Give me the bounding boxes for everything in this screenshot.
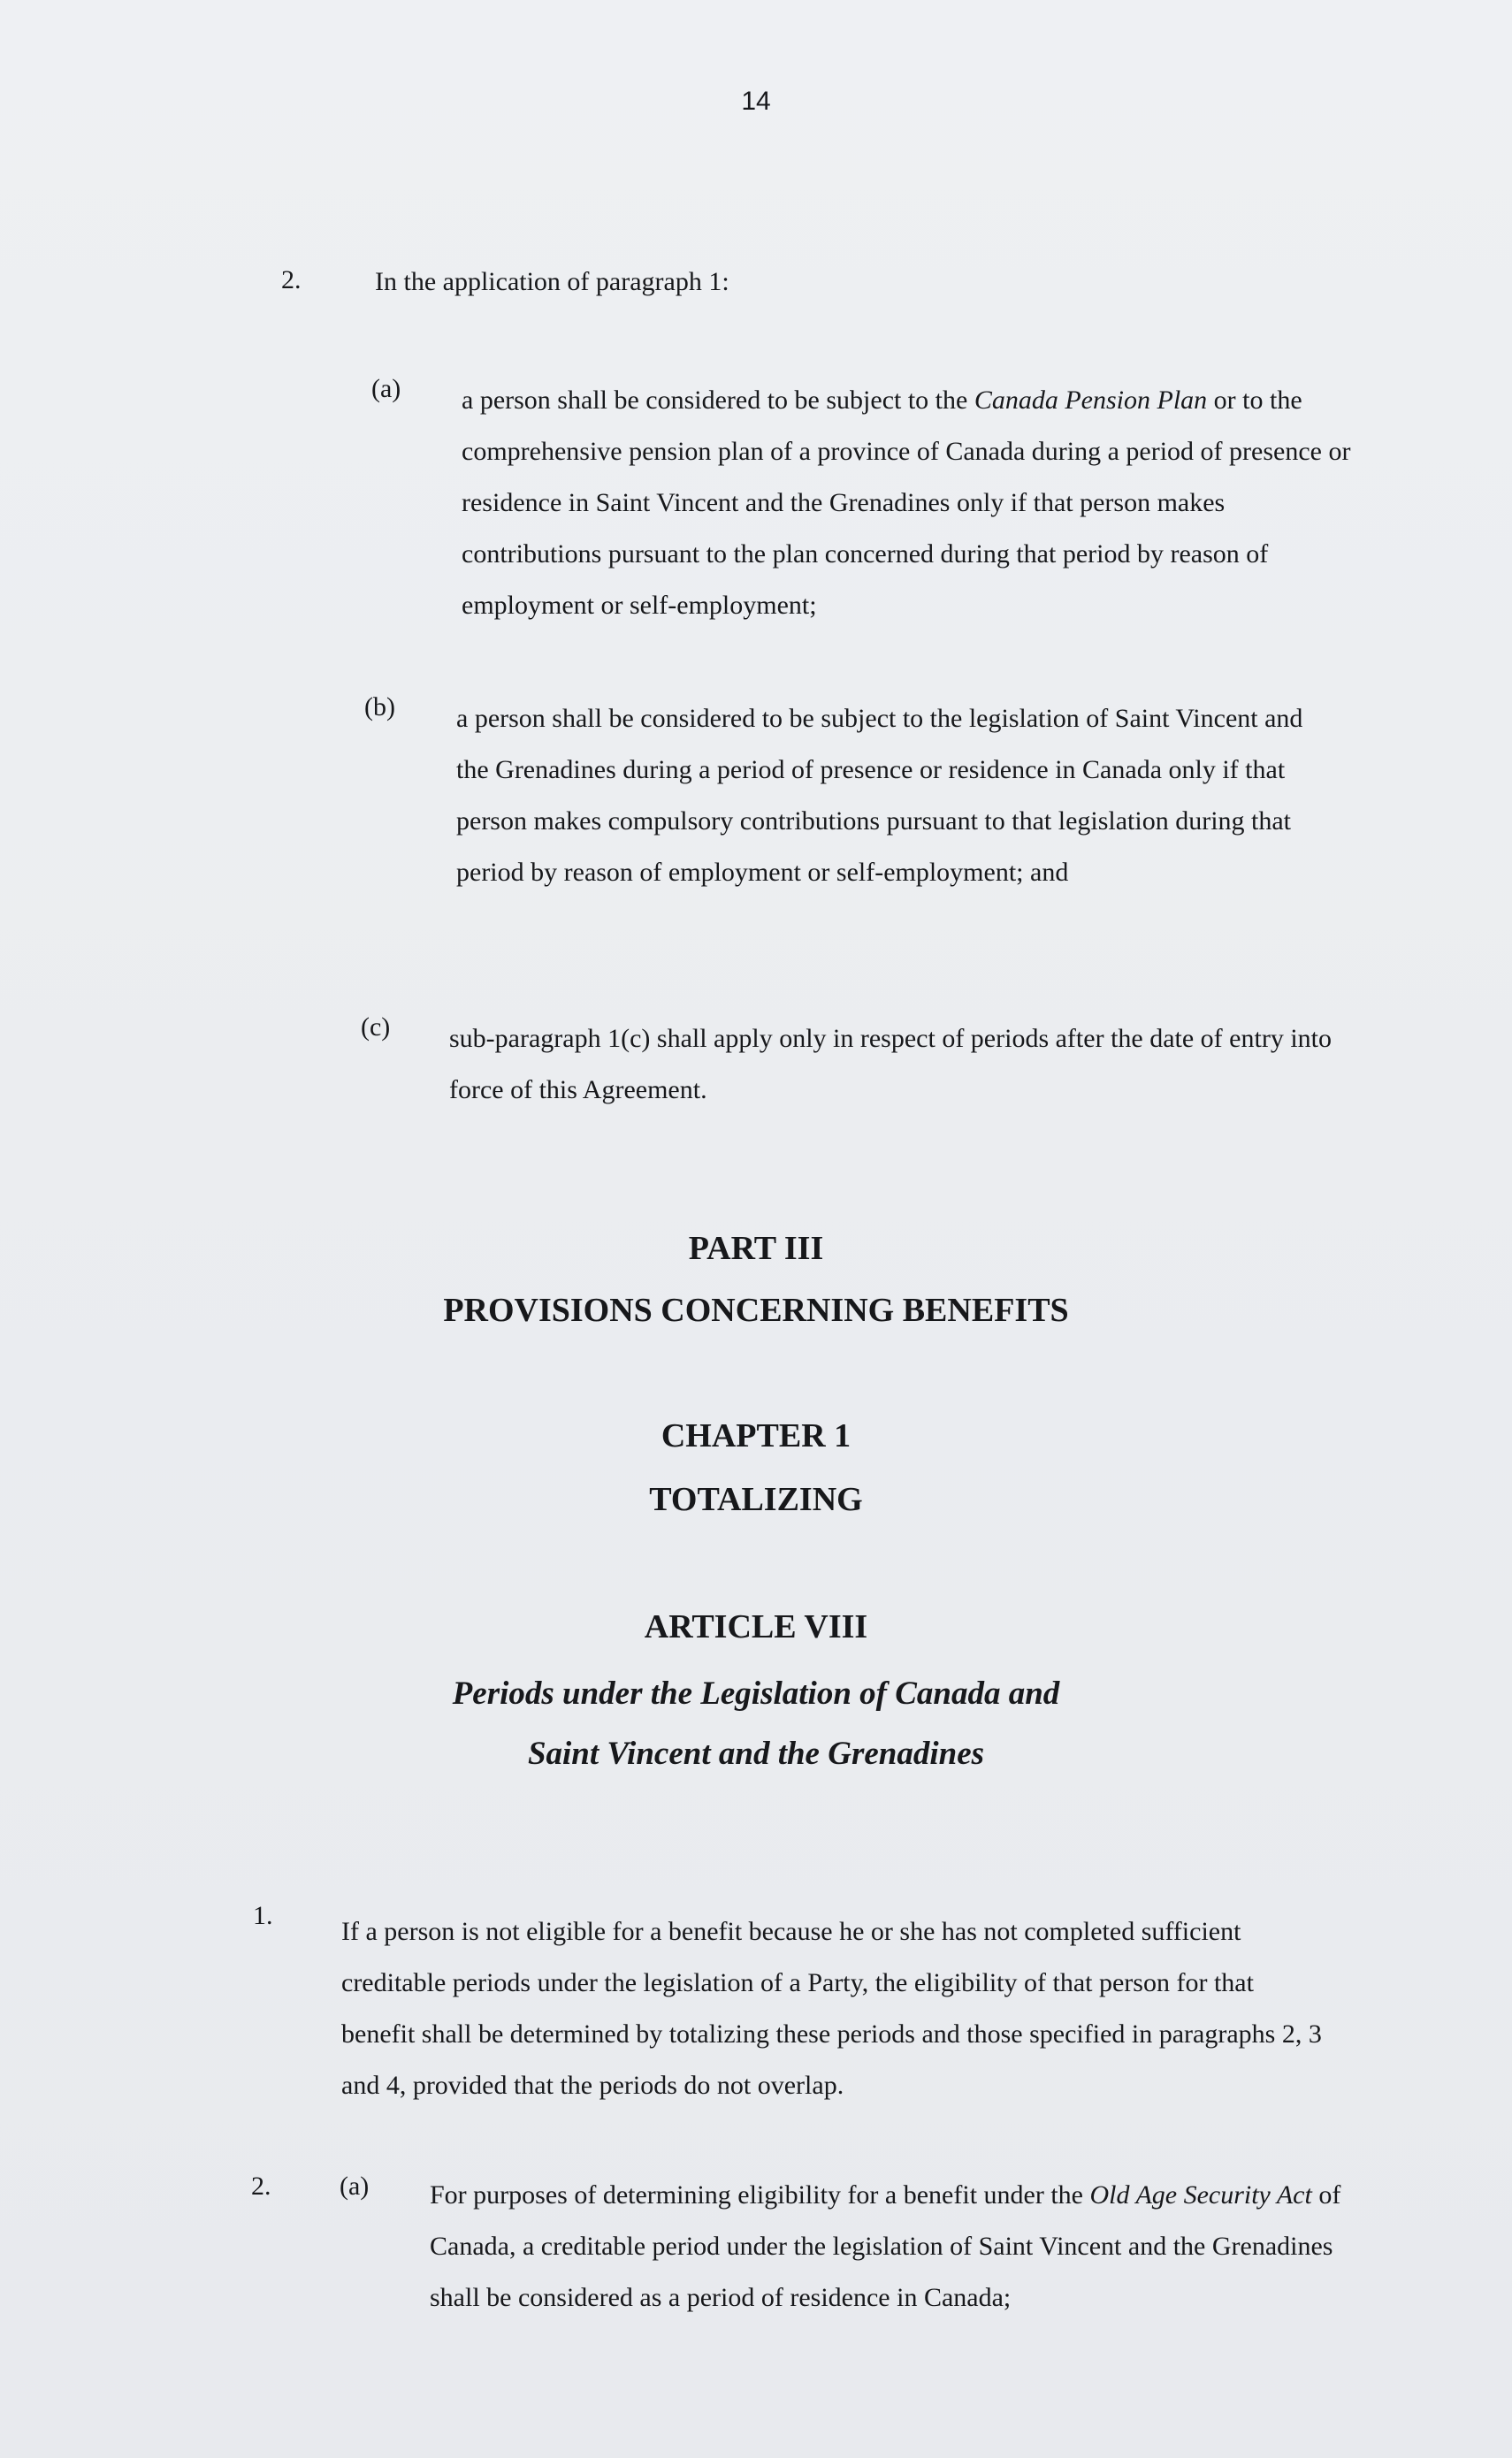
article-title-line2: Saint Vincent and the Grenadines	[527, 1736, 985, 1772]
chapter-title: TOTALIZING	[649, 1481, 863, 1518]
chapter-label: CHAPTER 1	[661, 1417, 851, 1454]
item-a-text: a person shall be considered to be subject to the Canada Pension Plan or to the comprehensive pension plan of a province of Canada during a period of presence or residence in Saint Vincent and the Grenadines only if that person makes contributions pursuant to the plan concerned during that period by reason of employment or self-employment;	[462, 385, 1351, 620]
article-para2-label: (a)	[340, 2172, 370, 2201]
article-para1-text: If a person is not eligible for a benefit because he or she has not completed sufficient creditable periods under the legislation of a Party, the eligibility of that person for that benefit shall be determined by totalizing these periods and those specified in paragraphs 2, 3 and 4, provided that the periods do not overlap.	[341, 1917, 1322, 2100]
article-para1-number: 1.	[253, 1901, 273, 1930]
article-para2-number: 2.	[251, 2172, 271, 2201]
para2-intro: In the application of paragraph 1:	[375, 267, 729, 296]
page-number: 14	[741, 87, 771, 116]
article-para2-italic: Old Age Security Act	[1089, 2180, 1312, 2210]
item-a-italic: Canada Pension Plan	[974, 385, 1208, 415]
article-para2-text: For purposes of determining eligibility for a benefit under the Old Age Security Act of Canada, a creditable period under the legislation of Saint Vincent and the Grenadines shall be considered as a period of residence in Canada;	[430, 2180, 1341, 2312]
article-label: ARTICLE VIII	[644, 1608, 868, 1645]
item-c-label: (c)	[361, 1012, 391, 1042]
item-c-text: sub-paragraph 1(c) shall apply only in respect of periods after the date of entry into force of this Agreement.	[449, 1024, 1332, 1104]
item-a-label: (a)	[371, 374, 401, 403]
article-title-line1: Periods under the Legislation of Canada and	[452, 1676, 1060, 1712]
part-label: PART III	[688, 1230, 824, 1267]
item-b-text: a person shall be considered to be subject to the legislation of Saint Vincent and the Grenadines during a period of presence or residence in Canada only if that person makes compulsory contributions pursuant to that legislation during that period by reason of employment or self-employment; and	[456, 704, 1303, 887]
para2-number: 2.	[281, 265, 302, 294]
part-title: PROVISIONS CONCERNING BENEFITS	[443, 1292, 1069, 1329]
item-b-label: (b)	[364, 692, 395, 721]
